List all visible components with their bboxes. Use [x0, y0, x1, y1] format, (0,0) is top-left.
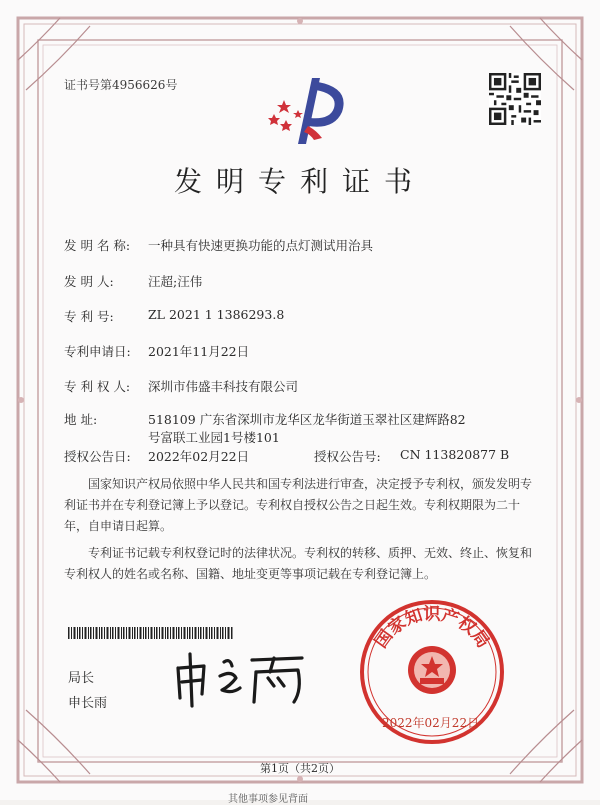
body-paragraph: 专利证书记载专利权登记时的法律状况。专利权的转移、质押、无效、终止、恢复和专利权人的姓名或名称、国籍、地址变更等事项记载在专利登记簿上。 — [64, 546, 533, 581]
field-value: 一种具有快速更换功能的点灯测试用治具 — [148, 238, 374, 253]
field-patent-number — [64, 307, 285, 325]
field-label: 发 明 人: — [64, 274, 114, 289]
field-patentee — [64, 377, 299, 395]
field-label: 地 址: — [64, 412, 98, 427]
barcode-icon — [68, 627, 233, 639]
grant-date-label: 授权公告日: — [64, 449, 131, 464]
field-label: 专 利 号: — [64, 309, 114, 324]
field-value: 深圳市伟盛丰科技有限公司 — [148, 379, 299, 394]
footer-note: 其他事项参见背面 — [228, 794, 308, 805]
svg-text:国家知识产权局 — [371, 604, 493, 651]
grant-number-label: 授权公告号: — [314, 449, 381, 464]
field-application-date — [64, 342, 250, 360]
field-value: 518109 广东省深圳市龙华区龙华街道玉翠社区建辉路82 — [148, 412, 466, 427]
field-value: 2021年11月22日 — [148, 344, 250, 359]
director-signature — [170, 650, 315, 708]
field-inventor — [64, 272, 203, 290]
qr-code-icon — [489, 73, 541, 125]
seal-text: 国家知识产权局 — [371, 604, 493, 652]
field-label: 专 利 权 人: — [64, 379, 131, 394]
director-name: 申长雨 — [68, 696, 108, 711]
certificate-body — [64, 474, 542, 591]
field-address — [64, 410, 466, 428]
certificate-number: 证书号第4956626号 — [64, 78, 178, 92]
cnipa-logo-icon — [264, 74, 356, 146]
page-number: 第1页（共2页） — [260, 762, 340, 775]
page-title: 发明专利证书 — [173, 165, 426, 198]
grant-number-value: CN 113820877 B — [400, 447, 510, 462]
body-paragraph: 国家知识产权局依照中华人民共和国专利法进行审查，决定授予专利权，颁发发明专利证书并在专利登记簿上予以登记。专利权自授权公告之日起生效。专利权期限为二十年，自申请日起算。 — [64, 477, 533, 533]
field-value: ZL 2021 1 1386293.8 — [148, 307, 285, 322]
field-value: 号富联工业园1号楼101 — [148, 430, 280, 445]
field-invention-name — [64, 236, 374, 254]
grant-date-value: 2022年02月22日 — [148, 449, 250, 464]
seal-date: 2022年02月22日 — [382, 716, 480, 730]
field-label: 发 明 名 称: — [64, 238, 131, 253]
grant-row — [64, 447, 510, 465]
field-value: 汪超;汪伟 — [148, 274, 203, 289]
director-title: 局长 — [68, 671, 95, 686]
field-label: 专利申请日: — [64, 344, 131, 359]
